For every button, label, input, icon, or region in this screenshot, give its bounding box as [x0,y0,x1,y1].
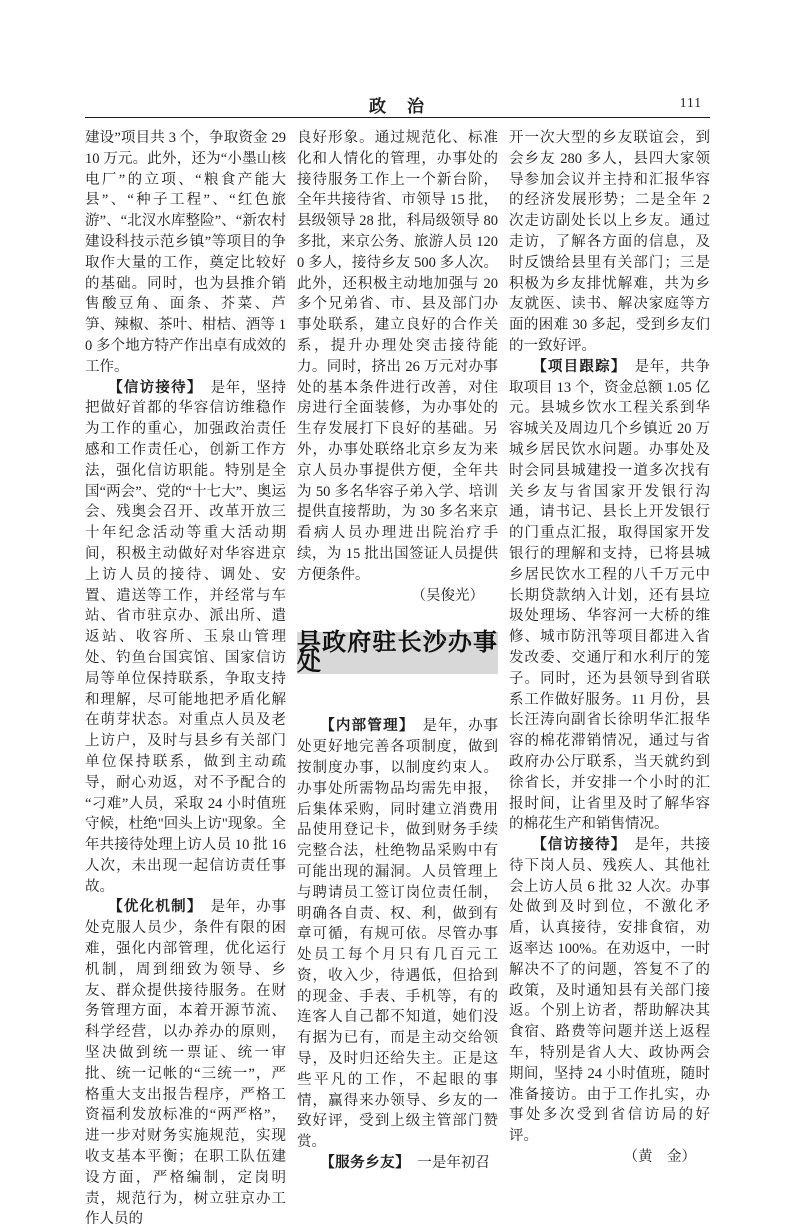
entry-heading: 【服务乡友】 [320,1155,403,1172]
section-title: 政 治 [369,97,426,116]
entry-paragraph [509,835,710,1147]
entry-paragraph [297,1153,498,1174]
paragraph-continuation [85,128,286,378]
entry-heading: 【内部管理】 [320,718,408,735]
page-content [85,128,711,1228]
column-middle [297,128,499,1172]
entry-paragraph [509,357,710,835]
entry-text: 是年，办事处更好地完善各项制度，做到按制度办事，以制度约束人。办事处所需物品均需先申报，后集体采购，同时建立消费用品使用登记卡，做到财务手续完整合法，杜绝物品采购中有可能出现的漏洞。人员管理上与聘请员工签订岗位责任制，明确各自责、权、利，做到有章可循，有规可依。尽管办事处员工每个月只有几百元工资，收入少，待遇低，但拾到的现金、手表、手机等，有的连客人自己都不知道，她们没有据为已有，而是主动交给领导，及时归还给失主。正是这些平凡的工作，不起眼的事情，赢得来办领导、乡友的一致好评，受到上级主管部门赞赏。 [297,718,499,1151]
header-rule [85,117,710,118]
entry-text: 是年，共争取项目 13 个，资金总额 1.05 亿元。县城乡饮水工程关系到华容城关及周边几个乡镇近 20 万城乡居民饮水问题。办事处及时会同县城建投一道多次找有关乡友与省国家开发银行沟通，请书记、县长上开发银行的门重点汇报，取得国家开发银行的理解和支持，已将县城乡居民饮水工程的八千万元中长期贷款纳入计划，还有县垃圾处理场、华容河一大桥的维修、城市防汛等项目都进入省发改委、交通厅和水利厅的笼子。同时，还为县领导到省联系工作做好服务。11 月份，县长汪涛向副省长徐明华汇报华容的棉花滞销情况，通过与省政府办公厅联系，当天就约到徐省长，并安排一个小时的汇报时间，让省里及时了解华容的棉花生产和销售情况。 [509,358,711,833]
article-title [297,628,498,677]
author-signature: （吴俊光） [411,587,484,604]
entry-paragraph [85,897,286,1230]
entry-heading: 【信访接待】 [532,837,620,854]
entry-heading: 【信访接待】 [108,379,196,396]
paragraph-continuation [297,128,498,586]
page-number: 111 [679,95,702,110]
paragraph-text: 建设”项目共 3 个，争取资金 2910 万元。此外，还为“小墨山核电厂”的立项、“粮食产能大县”、“种子工程”、“红色旅游”、“北汊水库整险”、“新农村建设科技示范乡镇”等项目的争取作大量的工作，奠定比较好的基础。同时，也为县推介销售酸豆角、面条、芥菜、芦笋、辣椒、茶叶、柑桔、酒等 10 多个地方特产作出卓有成效的工作。 [85,130,286,375]
entry-text: 一是年初召 [402,1155,490,1172]
article-title-text: 县政府驻长沙办事处 [297,628,498,677]
column-left [85,128,287,1228]
entry-paragraph [297,716,498,1153]
entry-paragraph [85,378,286,898]
page-header [85,92,710,114]
entry-heading: 【项目跟踪】 [532,358,620,375]
entry-heading: 【优化机制】 [108,899,196,916]
entry-text: 是年，办事处克服人员少，条件有限的困难，强化内部管理，优化运行机制，周到细致为领导、乡友、群众提供接待服务。在财务管理方面，本着开源节流、科学经营，以办养办的原则，坚决做到统一票证、统一审批、统一记帐的“三统一”，严格重大支出报告程序，严格工资福利发放标准的“两严格”，进一步对财务实施规范，实现收支基本平衡；在职工队伍建设方面，严格编制，定岗明责，规范行为，树立驻京办工作人员的 [85,899,287,1228]
column-right [509,128,711,1166]
paragraph-continuation [509,128,710,357]
paragraph-text: 良好形象。通过规范化、标准化和人情化的管理，办事处的接待服务工作上一个新台阶，全年共接待省、市领导 15 批，县级领导 28 批，科局级领导 80 多批，来京公务、旅游人员 1200 多人，接待乡友 500 多人次。此外，还积极主动地加强与 20 多个兄弟省、市、县及部门办事处联系，建立良好的合作关系，提升办理处突击接待能力。同时，挤出 26 万元对办事处的基本条件进行改善，对住房进行全面装修，为办事处的生存发展打下良好的基础。另外，办事处联络北京乡友为来京人员办事提供方便，全年共为 50 多名华容子弟入学、培训提供直接帮助，为 30 多名来京看病人员办理进出院治疗手续，为 15 批出国签证人员提供方便条件。 [297,130,498,583]
author-signature: （黄 金） [623,1149,696,1166]
paragraph-text: 开一次大型的乡友联谊会，到会乡友 280 多人，县四大家领导参加会议并主持和汇报华容的经济发展形势；二是全年 2 次走访副处长以上乡友。通过走访，了解各方面的信息，及时反馈给县里有关部门；三是积极为乡友排忧解难，共为乡友就医、读书、解决家庭等方面的困难 30 多起，受到乡友们的一致好评。 [509,130,710,354]
entry-text: 是年，坚持把做好首都的华容信访维稳作为工作的重心，加强政治责任感和工作责任心，创新工作方法，强化信访职能。特别是全国“两会”、党的“十七大”、奥运会、残奥会召开、改革开放三十年纪念活动等重大活动期间，积极主动做好对华容进京上访人员的接待、调处、安置、遣送等工作，并经常与车站、省市驻京办、派出所、遣返站、收容所、玉泉山管理处、钓鱼台国宾馆、国家信访局等单位保持联系，争取支持和理解，尽可能地把矛盾化解在萌芽状态。对重点人员及老上访户，及时与县乡有关部门单位保持联系，做到主动疏导，耐心劝返，对不予配合的“刁难”人员，采取 24 小时值班守候，杜绝"回头上访"现象。全年共接待处理上访人员 10 批 16 人次，未出现一起信访责任事故。 [85,379,287,895]
entry-text: 是年，共接待下岗人员、残疾人、其他社会上访人员 6 批 32 人次。办事处做到及时到位，不激化矛盾，认真接待，安排食宿，劝返率达 100%。在劝返中，一时解决不了的问题，答复不了的政策，及时通知县有关部门接返。个别上访者，帮助解决其食宿、路费等问题并送上返程车，特别是省人大、政协两会期间，坚持 24 小时值班，随时准备接访。由于工作扎实，办事处多次受到省信访局的好评。 [509,837,711,1145]
